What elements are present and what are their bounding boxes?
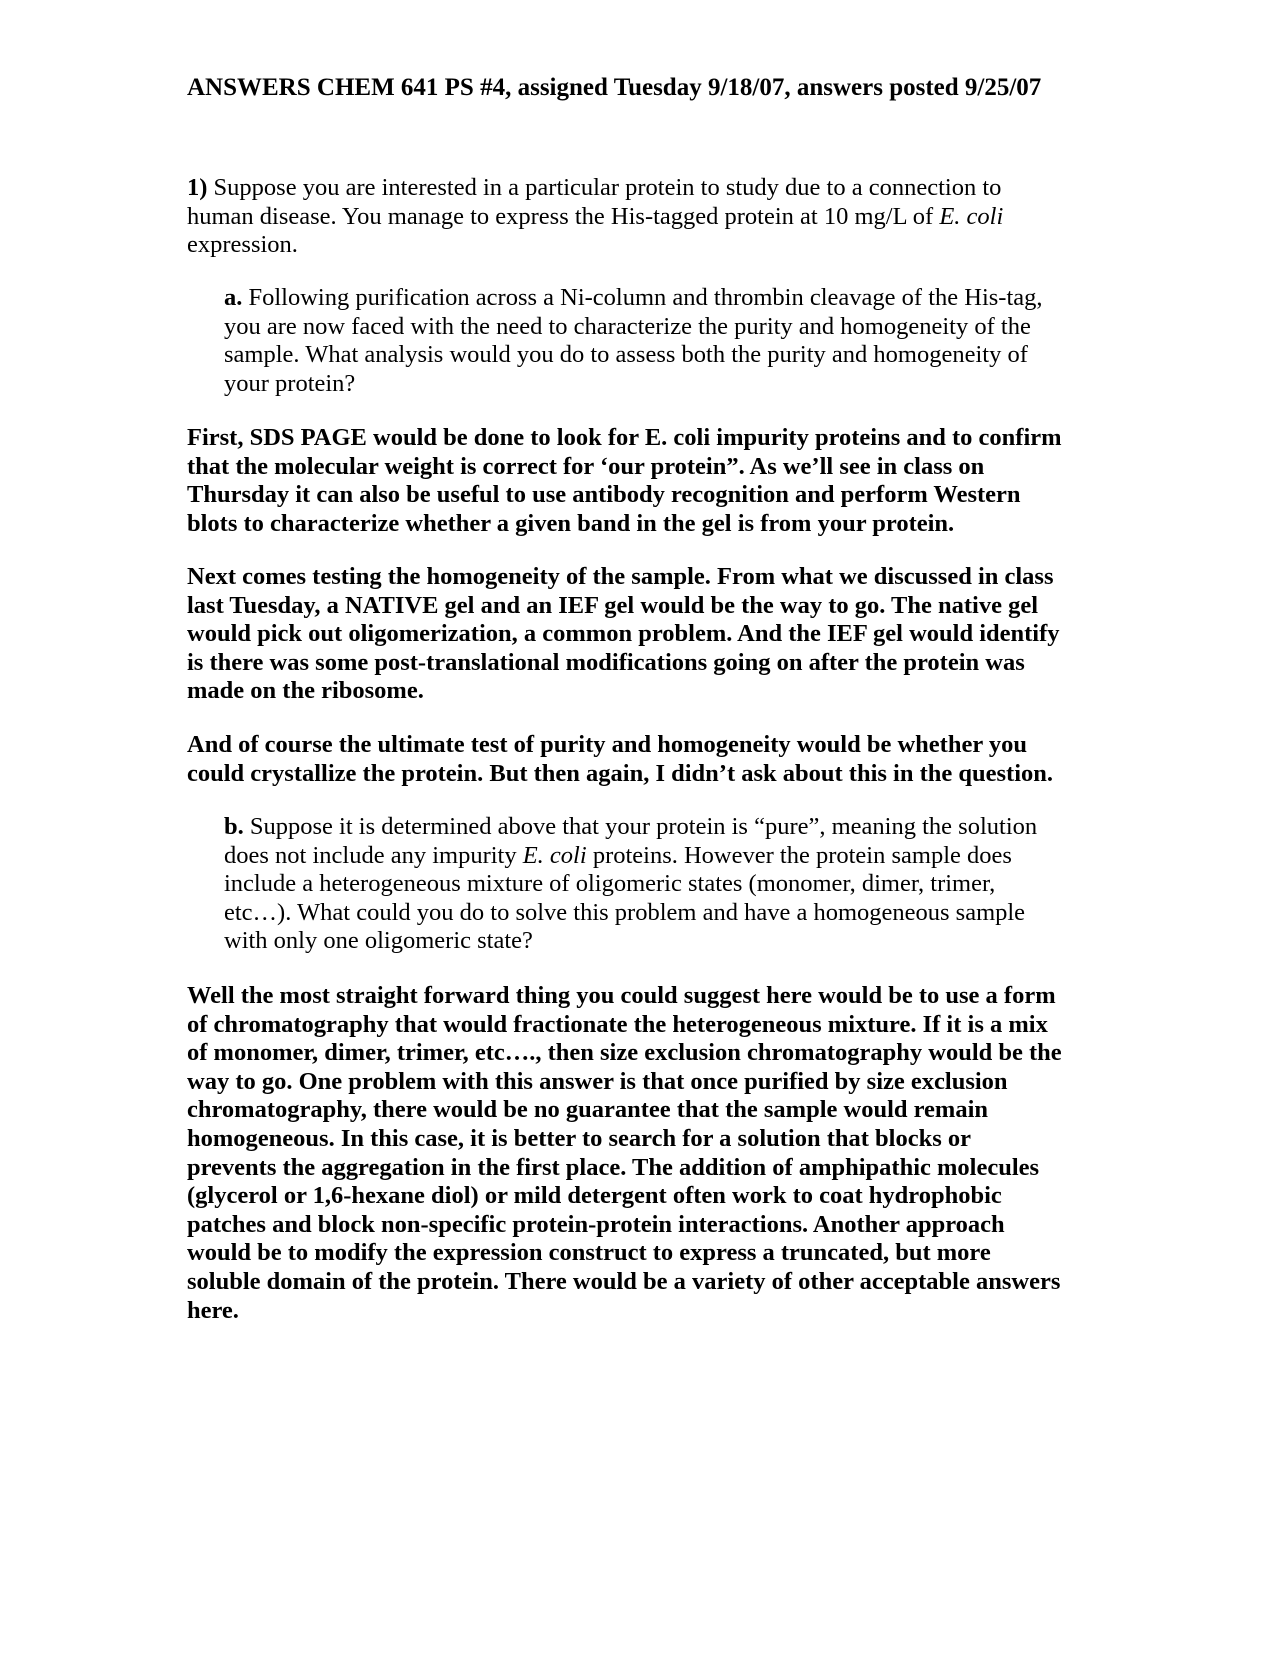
answer-line: would be to modify the expression construct to express a truncated, but more (187, 1239, 991, 1267)
question-1-line-1: 1) Suppose you are interested in a particular protein to study due to a connection to (187, 174, 1002, 201)
answer-line: Next comes testing the homogeneity of the sample. From what we discussed in class (187, 563, 1054, 590)
part-b-line-1: b. Suppose it is determined above that your protein is “pure”, meaning the solution (224, 813, 1038, 840)
part-b-line-3: include a heterogeneous mixture of oligomeric states (monomer, dimer, trimer, (224, 870, 996, 898)
answer-a-paragraph-2 (187, 563, 1087, 706)
answer-line: last Tuesday, a NATIVE gel and an IEF gel would be the way to go. The native gel (187, 591, 1039, 619)
part-b-label: b. (224, 813, 244, 840)
question-number: 1) (187, 174, 208, 201)
answer-line: of monomer, dimer, trimer, etc…., then size exclusion chromatography would be the (187, 1039, 1062, 1067)
answer-line: of chromatography that would fractionate the heterogeneous mixture. If it is a mix (187, 1010, 1048, 1038)
part-b-line-5: with only one oligomeric state? (224, 927, 533, 955)
answer-line: that the molecular weight is correct for ‘our protein”. As we’ll see in class on (187, 452, 985, 480)
answer-line: blots to characterize whether a given band in the gel is from your protein. (187, 509, 955, 537)
organism-name: E. coli (939, 202, 1004, 230)
question-1-line-2: human disease. You manage to express the His-tagged protein at 10 mg/L of E. coli (187, 202, 1004, 230)
part-b-line-4: etc…). What could you do to solve this problem and have a homogeneous sample (224, 898, 1026, 926)
answer-line: soluble domain of the protein. There would be a variety of other acceptable answers (187, 1267, 1061, 1295)
part-a-line-4: your protein? (224, 369, 356, 397)
answer-line: could crystallize the protein. But then again, I didn’t ask about this in the question. (187, 759, 1054, 787)
part-a-line-1: a. Following purification across a Ni-column and thrombin cleavage of the His-tag, (224, 284, 1043, 311)
question-1-line-3: expression. (187, 231, 298, 259)
answer-line: homogeneous. In this case, it is better to search for a solution that blocks or (187, 1124, 971, 1152)
answer-line: is there was some post-translational modifications going on after the protein was (187, 648, 1025, 676)
question-part-a (224, 284, 1074, 398)
answer-a-paragraph-1 (187, 424, 1087, 538)
answer-line: prevents the aggregation in the first place. The addition of amphipathic molecules (187, 1153, 1040, 1181)
answer-line: way to go. One problem with this answer is that once purified by size exclusion (187, 1067, 1008, 1095)
question-part-b (224, 813, 1074, 956)
part-a-label: a. (224, 284, 243, 311)
answer-line: made on the ribosome. (187, 677, 424, 705)
answer-line: would pick out oligomerization, a common problem. And the IEF gel would identify (187, 620, 1060, 648)
organism-name: E. coli (522, 841, 587, 869)
answer-line: Thursday it can also be useful to use antibody recognition and perform Western (187, 481, 1021, 509)
answer-a-paragraph-3 (187, 731, 1087, 788)
page-title: ANSWERS CHEM 641 PS #4, assigned Tuesday 9/18/07, answers posted 9/25/07 (187, 74, 1042, 101)
part-b-line-2: does not include any impurity E. coli proteins. However the protein sample does (224, 841, 1012, 869)
answer-line: And of course the ultimate test of purity and homogeneity would be whether you (187, 731, 1028, 758)
answer-b-paragraph (187, 982, 1092, 1325)
answer-line: Well the most straight forward thing you could suggest here would be to use a form (187, 982, 1056, 1009)
part-a-line-2: you are now faced with the need to characterize the purity and homogeneity of the (224, 312, 1031, 340)
part-a-line-3: sample. What analysis would you do to assess both the purity and homogeneity of (224, 341, 1028, 369)
answer-line: chromatography, there would be no guarantee that the sample would remain (187, 1096, 989, 1124)
answer-line: here. (187, 1296, 239, 1324)
question-1 (187, 174, 1047, 260)
answer-line: First, SDS PAGE would be done to look for E. coli impurity proteins and to confirm (187, 424, 1062, 451)
answer-line: patches and block non-specific protein-protein interactions. Another approach (187, 1210, 1005, 1238)
answer-line: (glycerol or 1,6-hexane diol) or mild detergent often work to coat hydrophobic (187, 1182, 1002, 1210)
